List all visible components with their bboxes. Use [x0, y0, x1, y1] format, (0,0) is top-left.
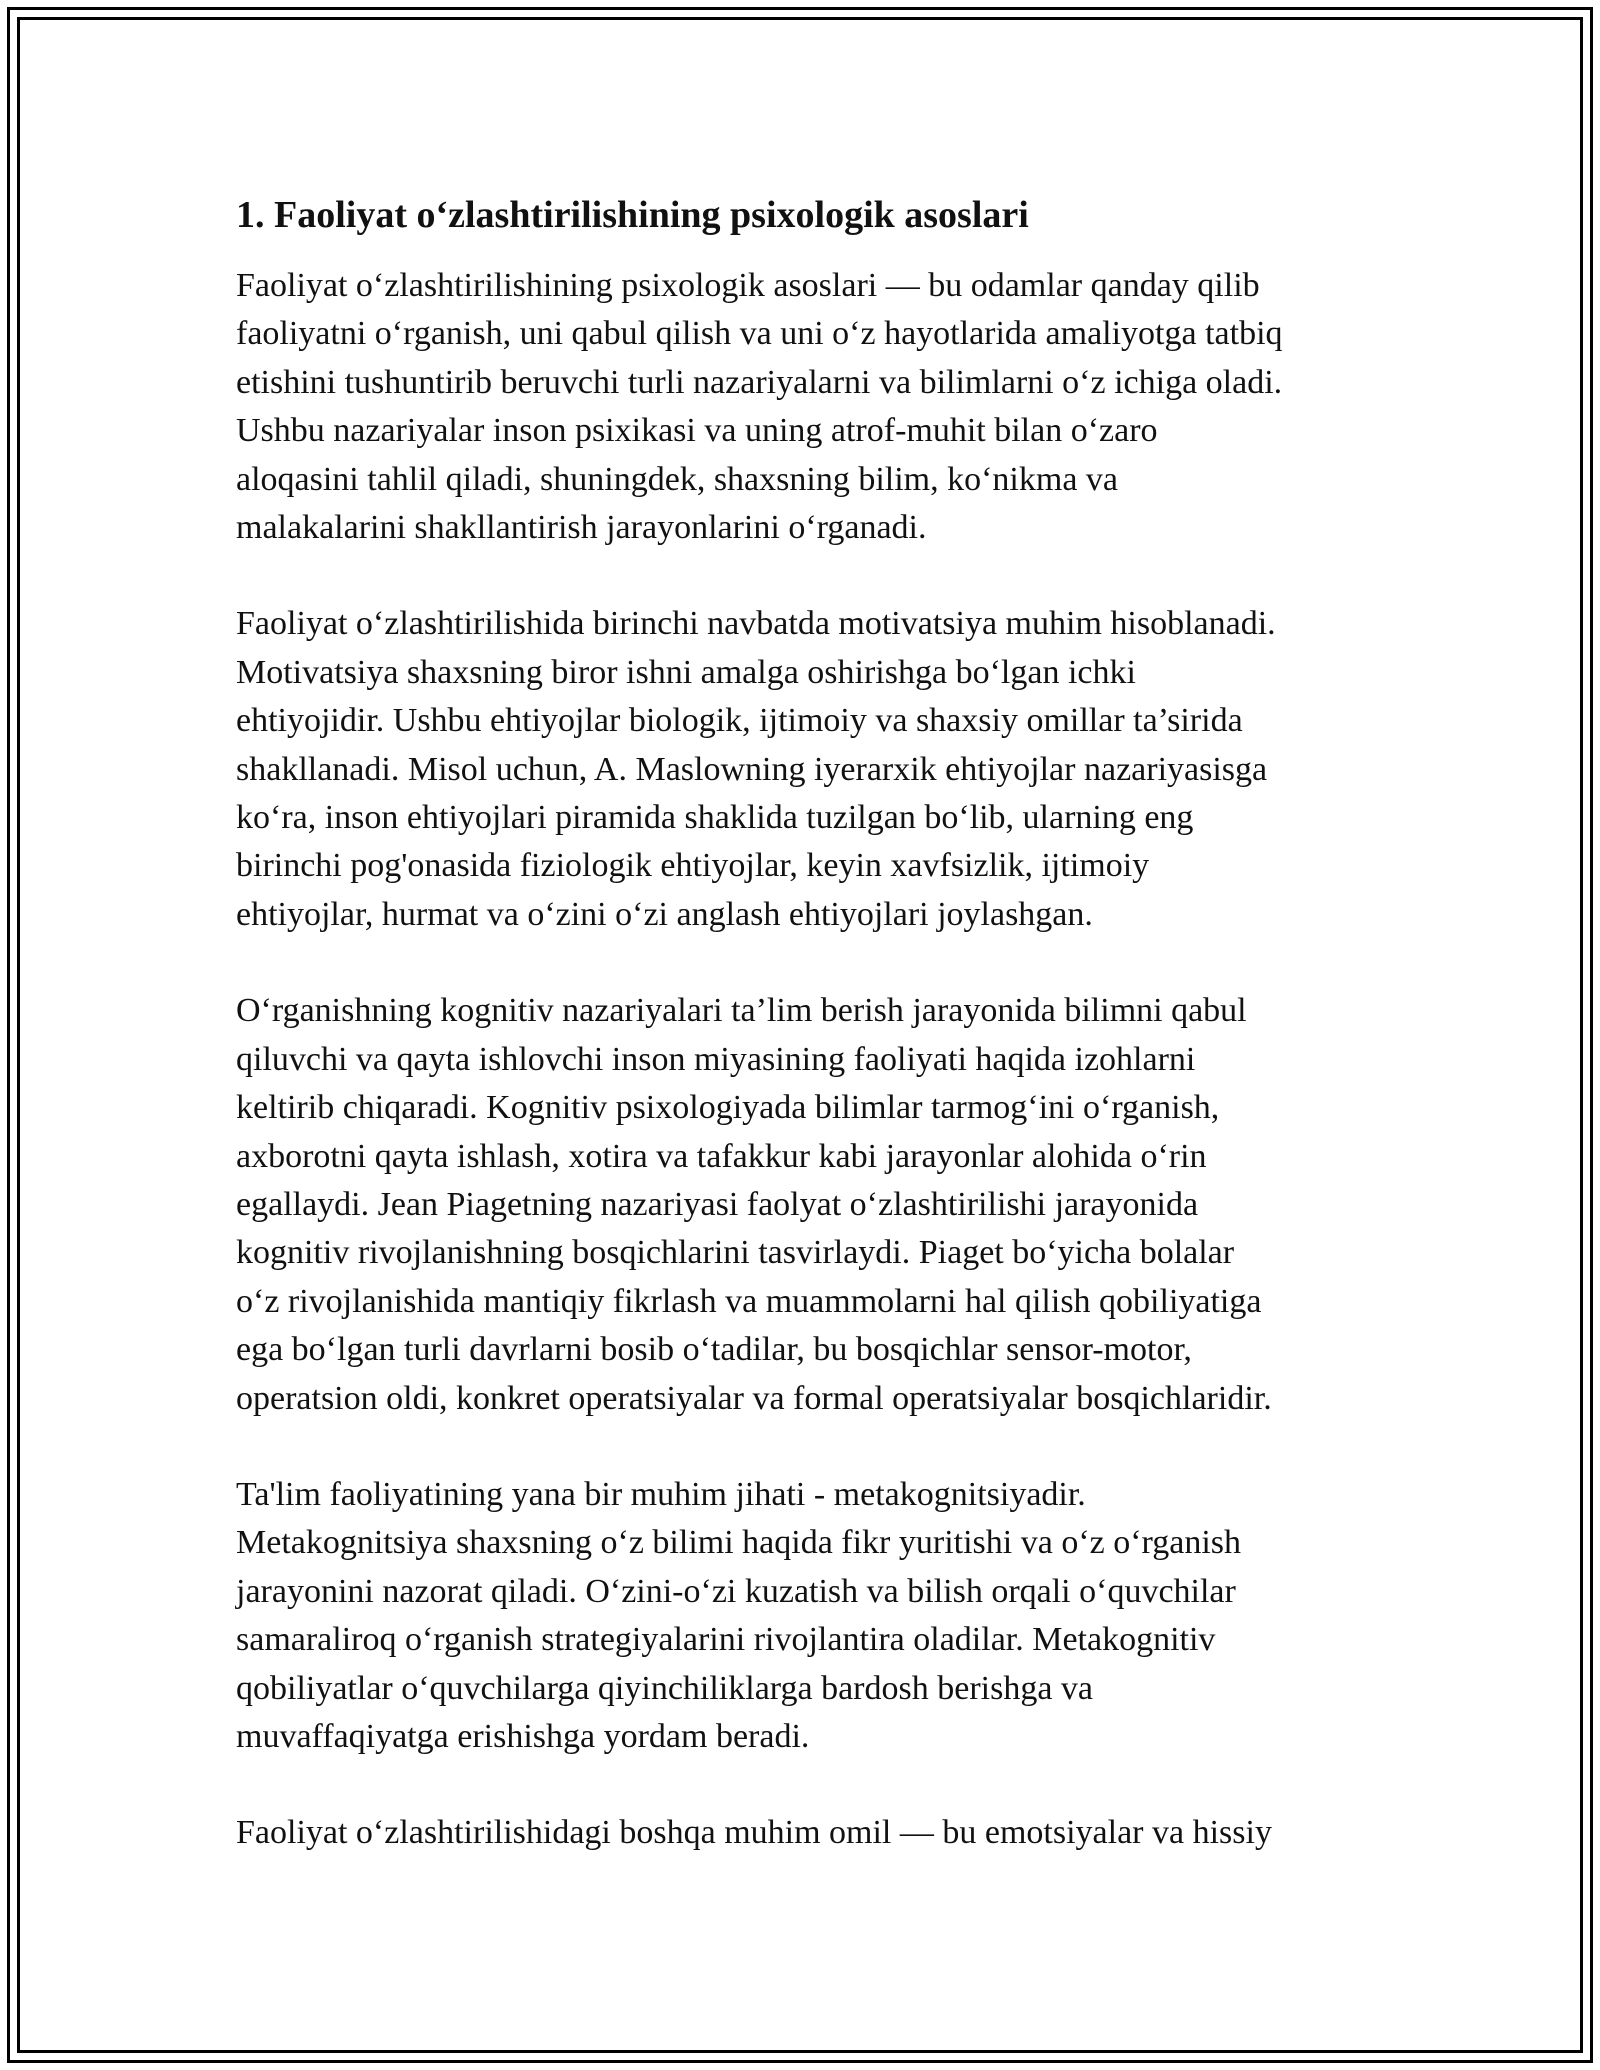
text-line: qobiliyatlar o‘quvchilarga qiyinchiliklarga bardosh berishga va	[236, 1669, 1094, 1707]
text-line: ega bo‘lgan turli davrlarni bosib o‘tadilar, bu bosqichlar sensor-motor,	[236, 1331, 1192, 1369]
text-line: Faoliyat o‘zlashtirilishining psixologik asoslari — bu odamlar qanday qilib	[236, 267, 1260, 304]
text-line: birinchi pog'onasida fiziologik ehtiyojlar, keyin xavfsizlik, ijtimoiy	[236, 847, 1150, 885]
text-line: Faoliyat o‘zlashtirilishida birinchi navbatda motivatsiya muhim hisoblanadi.	[236, 605, 1276, 643]
text-line: Metakognitsiya shaxsning o‘z bilimi haqida fikr yuritishi va o‘z o‘rganish	[236, 1524, 1242, 1562]
text-line: ehtiyojlar, hurmat va o‘zini o‘zi anglash ehtiyojlari joylashgan.	[236, 895, 1093, 933]
paragraph	[236, 987, 1366, 1423]
text-line: aloqasini tahlil qiladi, shuningdek, shaxsning bilim, ko‘nikma va	[236, 460, 1119, 498]
text-line: ko‘ra, inson ehtiyojlari piramida shaklida tuzilgan bo‘lib, ularning eng	[236, 799, 1194, 837]
text-line: Faoliyat o‘zlashtirilishidagi boshqa muhim omil — bu emotsiyalar va hissiy	[236, 1814, 1272, 1852]
text-line: axborotni qayta ishlash, xotira va tafakkur kabi jarayonlar alohida o‘rin	[236, 1137, 1207, 1175]
paragraph	[236, 1809, 1366, 1857]
text-line: operatsion oldi, konkret operatsiyalar va formal operatsiyalar bosqichlaridir.	[236, 1379, 1272, 1417]
paragraph	[236, 600, 1366, 939]
text-line: keltirib chiqaradi. Kognitiv psixologiyada bilimlar tarmog‘ini o‘rganish,	[236, 1089, 1220, 1127]
paragraphs-container	[236, 262, 1366, 1858]
section-heading: 1. Faoliyat o‘zlashtirilishining psixologik asoslari	[236, 194, 1029, 236]
text-line: o‘z rivojlanishida mantiqiy fikrlash va muammolarni hal qilish qobiliyatiga	[236, 1282, 1262, 1320]
text-line: Ushbu nazariyalar inson psixikasi va uning atrof-muhit bilan o‘zaro	[236, 412, 1158, 450]
text-line: kognitiv rivojlanishning bosqichlarini tasvirlaydi. Piaget bo‘yicha bolalar	[236, 1234, 1235, 1272]
text-line: faoliyatni o‘rganish, uni qabul qilish va uni o‘z hayotlarida amaliyotga tatbiq	[236, 315, 1283, 353]
text-line: etishini tushuntirib beruvchi turli nazariyalarni va bilimlarni o‘z ichiga oladi.	[236, 363, 1283, 401]
text-line: shakllanadi. Misol uchun, A. Maslowning iyerarxik ehtiyojlar nazariyasisga	[236, 750, 1268, 788]
text-line: samaraliroq o‘rganish strategiyalarini rivojlantira oladilar. Metakognitiv	[236, 1621, 1216, 1659]
paragraph	[236, 1471, 1366, 1761]
document-body	[236, 186, 1366, 1858]
text-line: muvaffaqiyatga erishishga yordam beradi.	[236, 1717, 810, 1755]
text-line: Motivatsiya shaxsning biror ishni amalga oshirishga bo‘lgan ichki	[236, 653, 1136, 691]
text-line: ehtiyojidir. Ushbu ehtiyojlar biologik, ijtimoiy va shaxsiy omillar ta’sirida	[236, 702, 1243, 740]
paragraph	[236, 262, 1366, 552]
text-line: O‘rganishning kognitiv nazariyalari ta’lim berish jarayonida bilimni qabul	[236, 992, 1247, 1030]
text-line: qiluvchi va qayta ishlovchi inson miyasining faoliyati haqida izohlarni	[236, 1040, 1196, 1078]
text-line: Ta'lim faoliyatining yana bir muhim jihati - metakognitsiyadir.	[236, 1475, 1086, 1513]
text-line: egallaydi. Jean Piagetning nazariyasi faolyat o‘zlashtirilishi jarayonida	[236, 1185, 1199, 1223]
text-line: malakalarini shakllantirish jarayonlarini o‘rganadi.	[236, 509, 927, 547]
text-line: jarayonini nazorat qiladi. O‘zini-o‘zi kuzatish va bilish orqali o‘quvchilar	[236, 1572, 1236, 1610]
